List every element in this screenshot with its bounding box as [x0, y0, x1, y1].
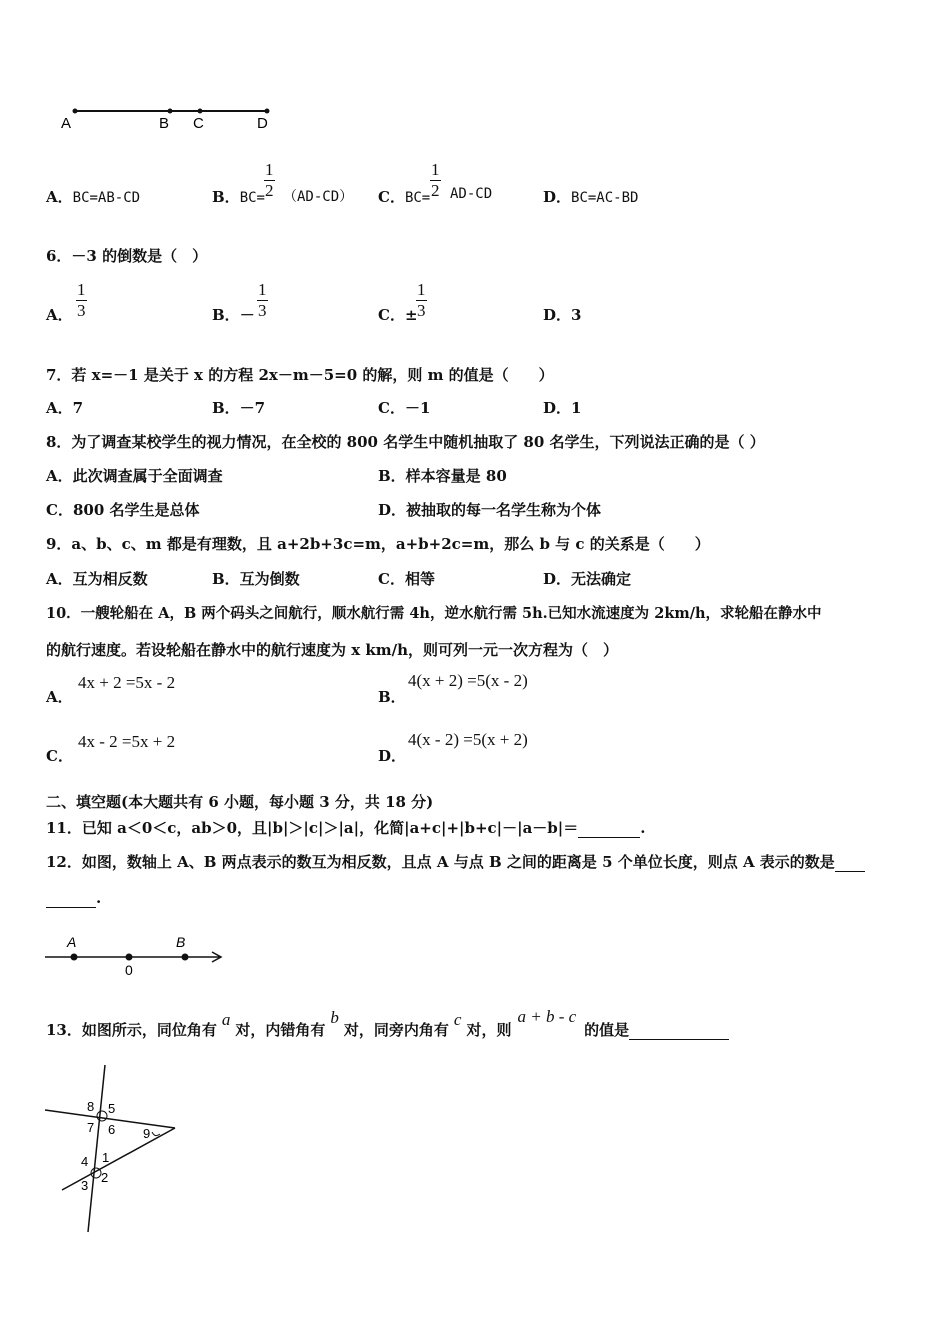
number-line-label-zero: 0 [125, 962, 133, 978]
angle-label-4: 4 [81, 1154, 89, 1169]
segment-label-a: A [61, 115, 72, 132]
q9-option-a: A．互为相反数 [46, 570, 148, 588]
q8-option-b: B．样本容量是 80 [378, 467, 507, 485]
q6-stem: 6．－3 的倒数是（ ） [46, 247, 208, 265]
q10-option-b-equation: 4(x + 2) =5(x - 2) [408, 671, 528, 690]
q7-option-a: A．7 [46, 399, 84, 417]
segment-figure [55, 100, 285, 135]
q9-option-d: D．无法确定 [543, 570, 632, 588]
q13-answer-blank[interactable] [629, 1021, 729, 1040]
q10-option-c-equation: 4x - 2 =5x + 2 [78, 732, 176, 751]
q10-stem-line1: 10．一艘轮船在 A，B 两个码头之间航行，顺水航行需 4h，逆水航行需 5h.已知水流速度为 2km/h，求轮船在静水中 [46, 605, 822, 622]
q10-option-c-letter: C． [46, 747, 73, 765]
q9-option-c: C．相等 [378, 570, 435, 588]
q8-option-a: A．此次调查属于全面调查 [46, 467, 223, 485]
q10-option-a-letter: A． [46, 688, 73, 706]
q10-stem-line2: 的航行速度。若设轮船在静水中的航行速度为 x km/h，则可列一元一次方程为（ ） [46, 641, 619, 659]
q5-option-b-tail: （AD-CD） [283, 189, 354, 205]
angle-label-2: 2 [101, 1170, 109, 1185]
q10-option-a-equation: 4x + 2 =5x - 2 [78, 673, 176, 692]
q12-answer-blank-line2[interactable] [46, 889, 96, 908]
angle-label-5: 5 [108, 1101, 116, 1116]
number-line-figure [40, 932, 230, 982]
q5-option-c-fraction: $\frac{1}{2}$ [431, 160, 440, 200]
angle-label-1: 1 [102, 1150, 110, 1165]
q5-option-c: C．BC= [378, 188, 431, 206]
q5-option-d: D．BC=AC-BD [543, 188, 639, 206]
q6-option-c-letter: C．± [378, 306, 418, 324]
section-heading: 二、填空题(本大题共有 6 小题，每小题 3 分，共 18 分) [46, 793, 434, 811]
q6-option-a-fraction: $\frac{1}{3}$ [77, 280, 86, 320]
q6-option-a-letter: A． [46, 306, 73, 324]
q13-var-b: b [330, 1008, 339, 1027]
segment-label-b: B [159, 115, 170, 132]
angle-label-3: 3 [81, 1178, 89, 1193]
q12-stem: 12．如图，数轴上 A、B 两点表示的数互为相反数，且点 A 与点 B 之间的距离是 5 个单位长度，则点 A 表示的数是 [46, 851, 865, 872]
segment-label-c: C [193, 115, 204, 132]
number-line-label-a: A [67, 934, 77, 950]
q13-stem: 13．如图所示，同位角有a对，内错角有b对，同旁内角有c对，则a + b - c的值是 [46, 1019, 729, 1040]
q8-option-c: C．800 名学生是总体 [46, 501, 200, 519]
q8-stem: 8．为了调查某校学生的视力情况，在全校的 800 名学生中随机抽取了 80 名学生，下列说法正确的是（ ） [46, 433, 765, 451]
q5-option-b-fraction: $\frac{1}{2}$ [265, 160, 274, 200]
segment-label-d: D [257, 115, 268, 132]
q9-option-b: B．互为倒数 [212, 570, 300, 588]
q5-option-b: B．BC= [212, 188, 265, 206]
q10-option-d-equation: 4(x - 2) =5(x + 2) [408, 730, 528, 749]
q5-option-c-tail: AD-CD [450, 186, 493, 202]
q11-answer-blank[interactable] [578, 819, 640, 838]
q10-option-b-letter: B． [378, 688, 406, 706]
angle-label-6: 6 [108, 1122, 116, 1137]
q10-option-d-letter: D． [378, 747, 407, 765]
q7-option-d: D．1 [543, 399, 582, 417]
q6-option-b-letter: B．－ [212, 306, 255, 324]
q9-stem: 9．a、b、c、m 都是有理数，且 a+2b+3c=m，a+b+2c=m，那么 b 与 c 的关系是（ ） [46, 535, 710, 553]
q6-option-c-fraction: $\frac{1}{3}$ [417, 280, 426, 320]
q13-var-c: c [453, 1010, 462, 1029]
q5-option-a: A．BC=AB-CD [46, 188, 141, 206]
q12-answer-blank-line1[interactable] [835, 853, 865, 872]
angle-label-7: 7 [87, 1120, 95, 1135]
angle-label-9: 9 [143, 1126, 151, 1141]
angles-figure [40, 1060, 190, 1240]
q6-option-b-fraction: $\frac{1}{3}$ [258, 280, 267, 320]
q12-stem-continued: . [46, 889, 101, 908]
q13-expression: a + b - c [517, 1007, 577, 1026]
q7-stem: 7．若 x=－1 是关于 x 的方程 2x－m－5=0 的解，则 m 的值是（ ） [46, 366, 554, 384]
q8-option-d: D．被抽取的每一名学生称为个体 [378, 501, 602, 519]
number-line-label-b: B [176, 934, 186, 950]
q7-option-c: C．－1 [378, 399, 431, 417]
q7-option-b: B．－7 [212, 399, 266, 417]
q11-stem: 11．已知 a＜0＜c，ab＞0，且|b|＞|c|＞|a|，化简|a+c|+|b+c|－|a－b|＝ . [46, 819, 646, 837]
q13-var-a: a [221, 1010, 231, 1029]
q6-option-d: D．3 [543, 306, 582, 324]
angle-label-8: 8 [87, 1099, 95, 1114]
